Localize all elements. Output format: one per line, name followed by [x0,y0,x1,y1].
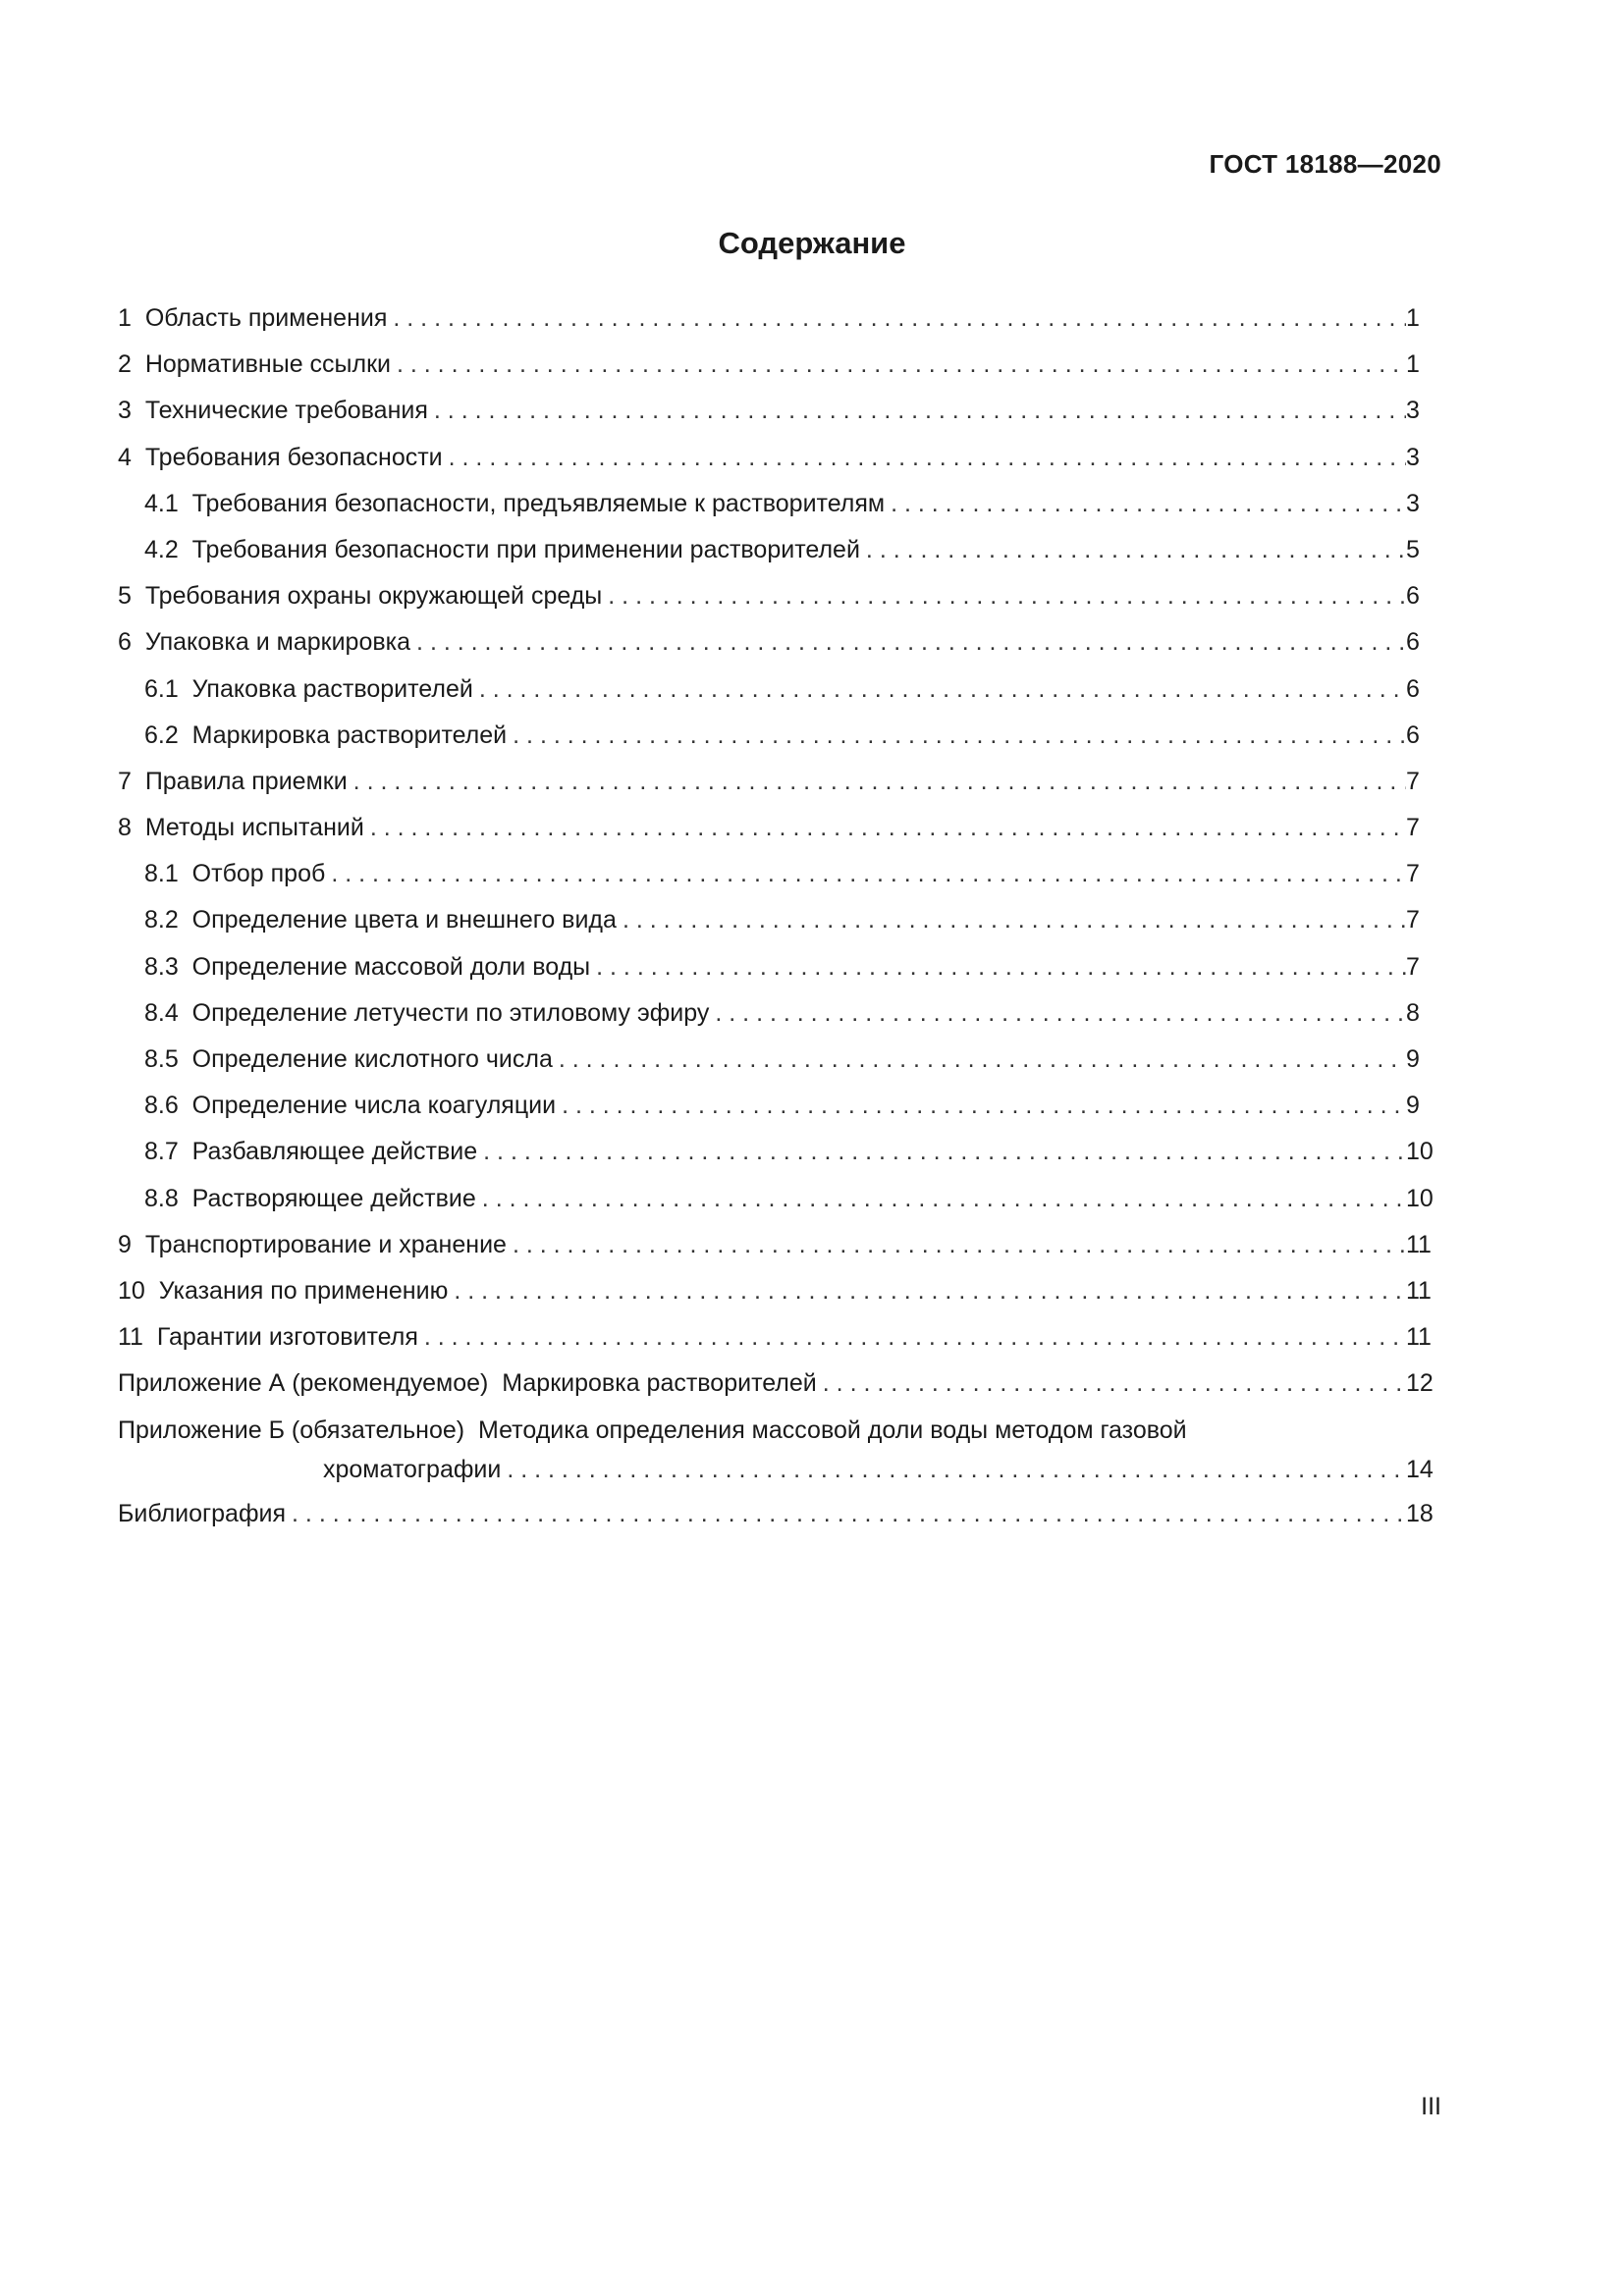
toc-entry-title: Технические требования [144,397,428,425]
toc-entry[interactable] [118,534,1441,580]
toc-entry-title: Нормативные ссылки [144,350,391,379]
toc-entry-number: 9 [118,1230,132,1258]
toc-entry-number: 8.6 [144,1092,179,1120]
toc-entry-appendix-b[interactable] [118,1415,1441,1485]
toc-page-number: 9 [1406,1092,1420,1120]
dot-leader [448,1275,1406,1307]
table-of-contents [118,302,1441,1544]
toc-entry-title: Определение массовой доли воды [191,952,591,981]
toc-entry[interactable] [118,1136,1441,1182]
toc-entry[interactable] [118,1229,1441,1275]
toc-entry[interactable] [118,951,1441,997]
document-code: ГОСТ 18188—2020 [1209,149,1441,179]
toc-entry-number: 3 [118,397,132,425]
appendix-b-title-line1: Методика определения массовой доли воды методом газовой [477,1415,1187,1444]
toc-page-number: 7 [1406,952,1420,981]
toc-entry[interactable] [118,997,1441,1043]
dot-leader [410,626,1406,658]
dot-leader [817,1367,1406,1399]
toc-entry[interactable] [118,348,1441,395]
toc-entry-title: Определение числа коагуляции [191,1092,557,1120]
dot-leader [391,348,1406,380]
toc-entry-appendix-a[interactable] [118,1367,1441,1414]
dot-leader [501,1454,1406,1485]
toc-page-number: 6 [1406,582,1420,611]
toc-entry-number: 8.3 [144,952,179,981]
toc-entry[interactable] [118,720,1441,766]
page-title: Содержание [718,226,906,260]
toc-page-number: 7 [1406,814,1420,842]
toc-page-number: 3 [1406,443,1420,471]
toc-entry[interactable] [118,1275,1441,1321]
toc-entry-title: Требования безопасности, предъявляемые к растворителям [191,489,886,517]
toc-page-number: 12 [1406,1369,1434,1398]
toc-page-number: 6 [1406,721,1420,749]
dot-leader [476,1183,1406,1214]
dot-leader [602,580,1406,612]
toc-page-number: 7 [1406,767,1420,795]
toc-entries [118,302,1441,1367]
dot-leader [709,997,1406,1029]
toc-entry-title: Методы испытаний [144,814,364,842]
toc-entry-title: Определение кислотного числа [191,1045,553,1073]
toc-entry-number: 4.1 [144,489,179,517]
toc-entry-title: Гарантии изготовителя [156,1323,418,1352]
toc-entry-title: Отбор проб [191,860,326,888]
toc-entry-title: Правила приемки [144,767,348,795]
dot-leader [885,488,1406,519]
dot-leader [617,904,1406,935]
toc-entry-number: 6 [118,628,132,657]
toc-page-number: 5 [1406,535,1420,563]
toc-page-number: 11 [1406,1230,1432,1258]
toc-entry-title: Определение цвета и внешнего вида [191,906,617,934]
dot-leader [364,812,1406,843]
toc-page-number: 1 [1406,304,1420,332]
toc-page-number: 3 [1406,489,1420,517]
appendix-b-title-line2: хроматографии [323,1455,502,1483]
toc-entry-number: 4 [118,443,132,471]
toc-entry[interactable] [118,442,1441,488]
dot-leader [418,1321,1406,1353]
toc-entry-bibliography[interactable] [118,1498,1441,1544]
appendix-a-title: Маркировка растворителей [502,1369,817,1398]
toc-entry[interactable] [118,812,1441,858]
toc-entry[interactable] [118,858,1441,904]
dot-leader [507,1229,1406,1260]
toc-page-number: 7 [1406,906,1420,934]
toc-page-number: 8 [1406,998,1420,1027]
toc-entry[interactable] [118,1321,1441,1367]
toc-entry[interactable] [118,302,1441,348]
bibliography-title: Библиография [118,1499,287,1527]
toc-entry-title: Область применения [144,304,388,332]
toc-entry[interactable] [118,904,1441,950]
appendix-a-label: Приложение А (рекомендуемое) [118,1369,489,1398]
appendix-b-label: Приложение Б (обязательное) [118,1415,465,1444]
dot-leader [473,673,1406,705]
toc-page-number: 11 [1406,1276,1432,1305]
toc-entry-title: Транспортирование и хранение [144,1230,507,1258]
toc-page-number: 6 [1406,628,1420,657]
dot-leader [553,1043,1406,1075]
dot-leader [590,951,1406,983]
toc-entry[interactable] [118,488,1441,534]
toc-entry-number: 4.2 [144,535,179,563]
toc-entry-number: 8.1 [144,860,179,888]
toc-entry-number: 8.5 [144,1045,179,1073]
toc-page-number: 10 [1406,1184,1434,1212]
dot-leader [286,1498,1406,1529]
dot-leader [556,1090,1406,1121]
toc-page-number: 10 [1406,1138,1434,1166]
toc-entry[interactable] [118,626,1441,672]
toc-entry-number: 8.8 [144,1184,179,1212]
toc-entry-title: Определение летучести по этиловому эфиру [191,998,710,1027]
dot-leader [387,302,1406,334]
toc-entry-title: Растворяющее действие [191,1184,476,1212]
dot-leader [860,534,1406,565]
page-number: III [1421,2093,1441,2120]
toc-entry-number: 11 [118,1323,143,1352]
toc-entry-number: 2 [118,350,132,379]
toc-entry[interactable] [118,395,1441,441]
toc-entry-number: 1 [118,304,132,332]
toc-page-number: 18 [1406,1499,1434,1527]
toc-entry-number: 7 [118,767,132,795]
toc-entry-title: Маркировка растворителей [191,721,508,749]
dot-leader [443,442,1406,473]
toc-page-number: 14 [1406,1455,1434,1483]
dot-leader [477,1136,1406,1167]
toc-page-number: 1 [1406,350,1420,379]
toc-entry-number: 5 [118,582,132,611]
dot-leader [325,858,1406,889]
dot-leader [428,395,1406,426]
toc-entry-title: Требования безопасности при применении растворителей [191,535,860,563]
toc-entry-title: Упаковка и маркировка [144,628,411,657]
toc-entry[interactable] [118,673,1441,720]
toc-entry[interactable] [118,766,1441,812]
toc-entry-number: 10 [118,1276,145,1305]
toc-page-number: 6 [1406,674,1420,703]
toc-entry-number: 8.2 [144,906,179,934]
toc-entry[interactable] [118,1043,1441,1090]
toc-entry-number: 6.2 [144,721,179,749]
toc-entry-title: Упаковка растворителей [191,674,473,703]
toc-entry-number: 8.4 [144,998,179,1027]
toc-entry-number: 8 [118,814,132,842]
toc-entry-number: 8.7 [144,1138,179,1166]
toc-entry-title: Разбавляющее действие [191,1138,478,1166]
dot-leader [507,720,1406,751]
toc-page-number: 11 [1406,1323,1432,1352]
toc-entry-number: 6.1 [144,674,179,703]
toc-entry[interactable] [118,580,1441,626]
toc-page-number: 3 [1406,397,1420,425]
toc-page-number: 7 [1406,860,1420,888]
toc-entry-title: Указания по применению [158,1276,449,1305]
toc-entry[interactable] [118,1183,1441,1229]
toc-entry[interactable] [118,1090,1441,1136]
toc-page-number: 9 [1406,1045,1420,1073]
dot-leader [348,766,1406,797]
toc-entry-title: Требования безопасности [144,443,443,471]
toc-entry-title: Требования охраны окружающей среды [144,582,603,611]
